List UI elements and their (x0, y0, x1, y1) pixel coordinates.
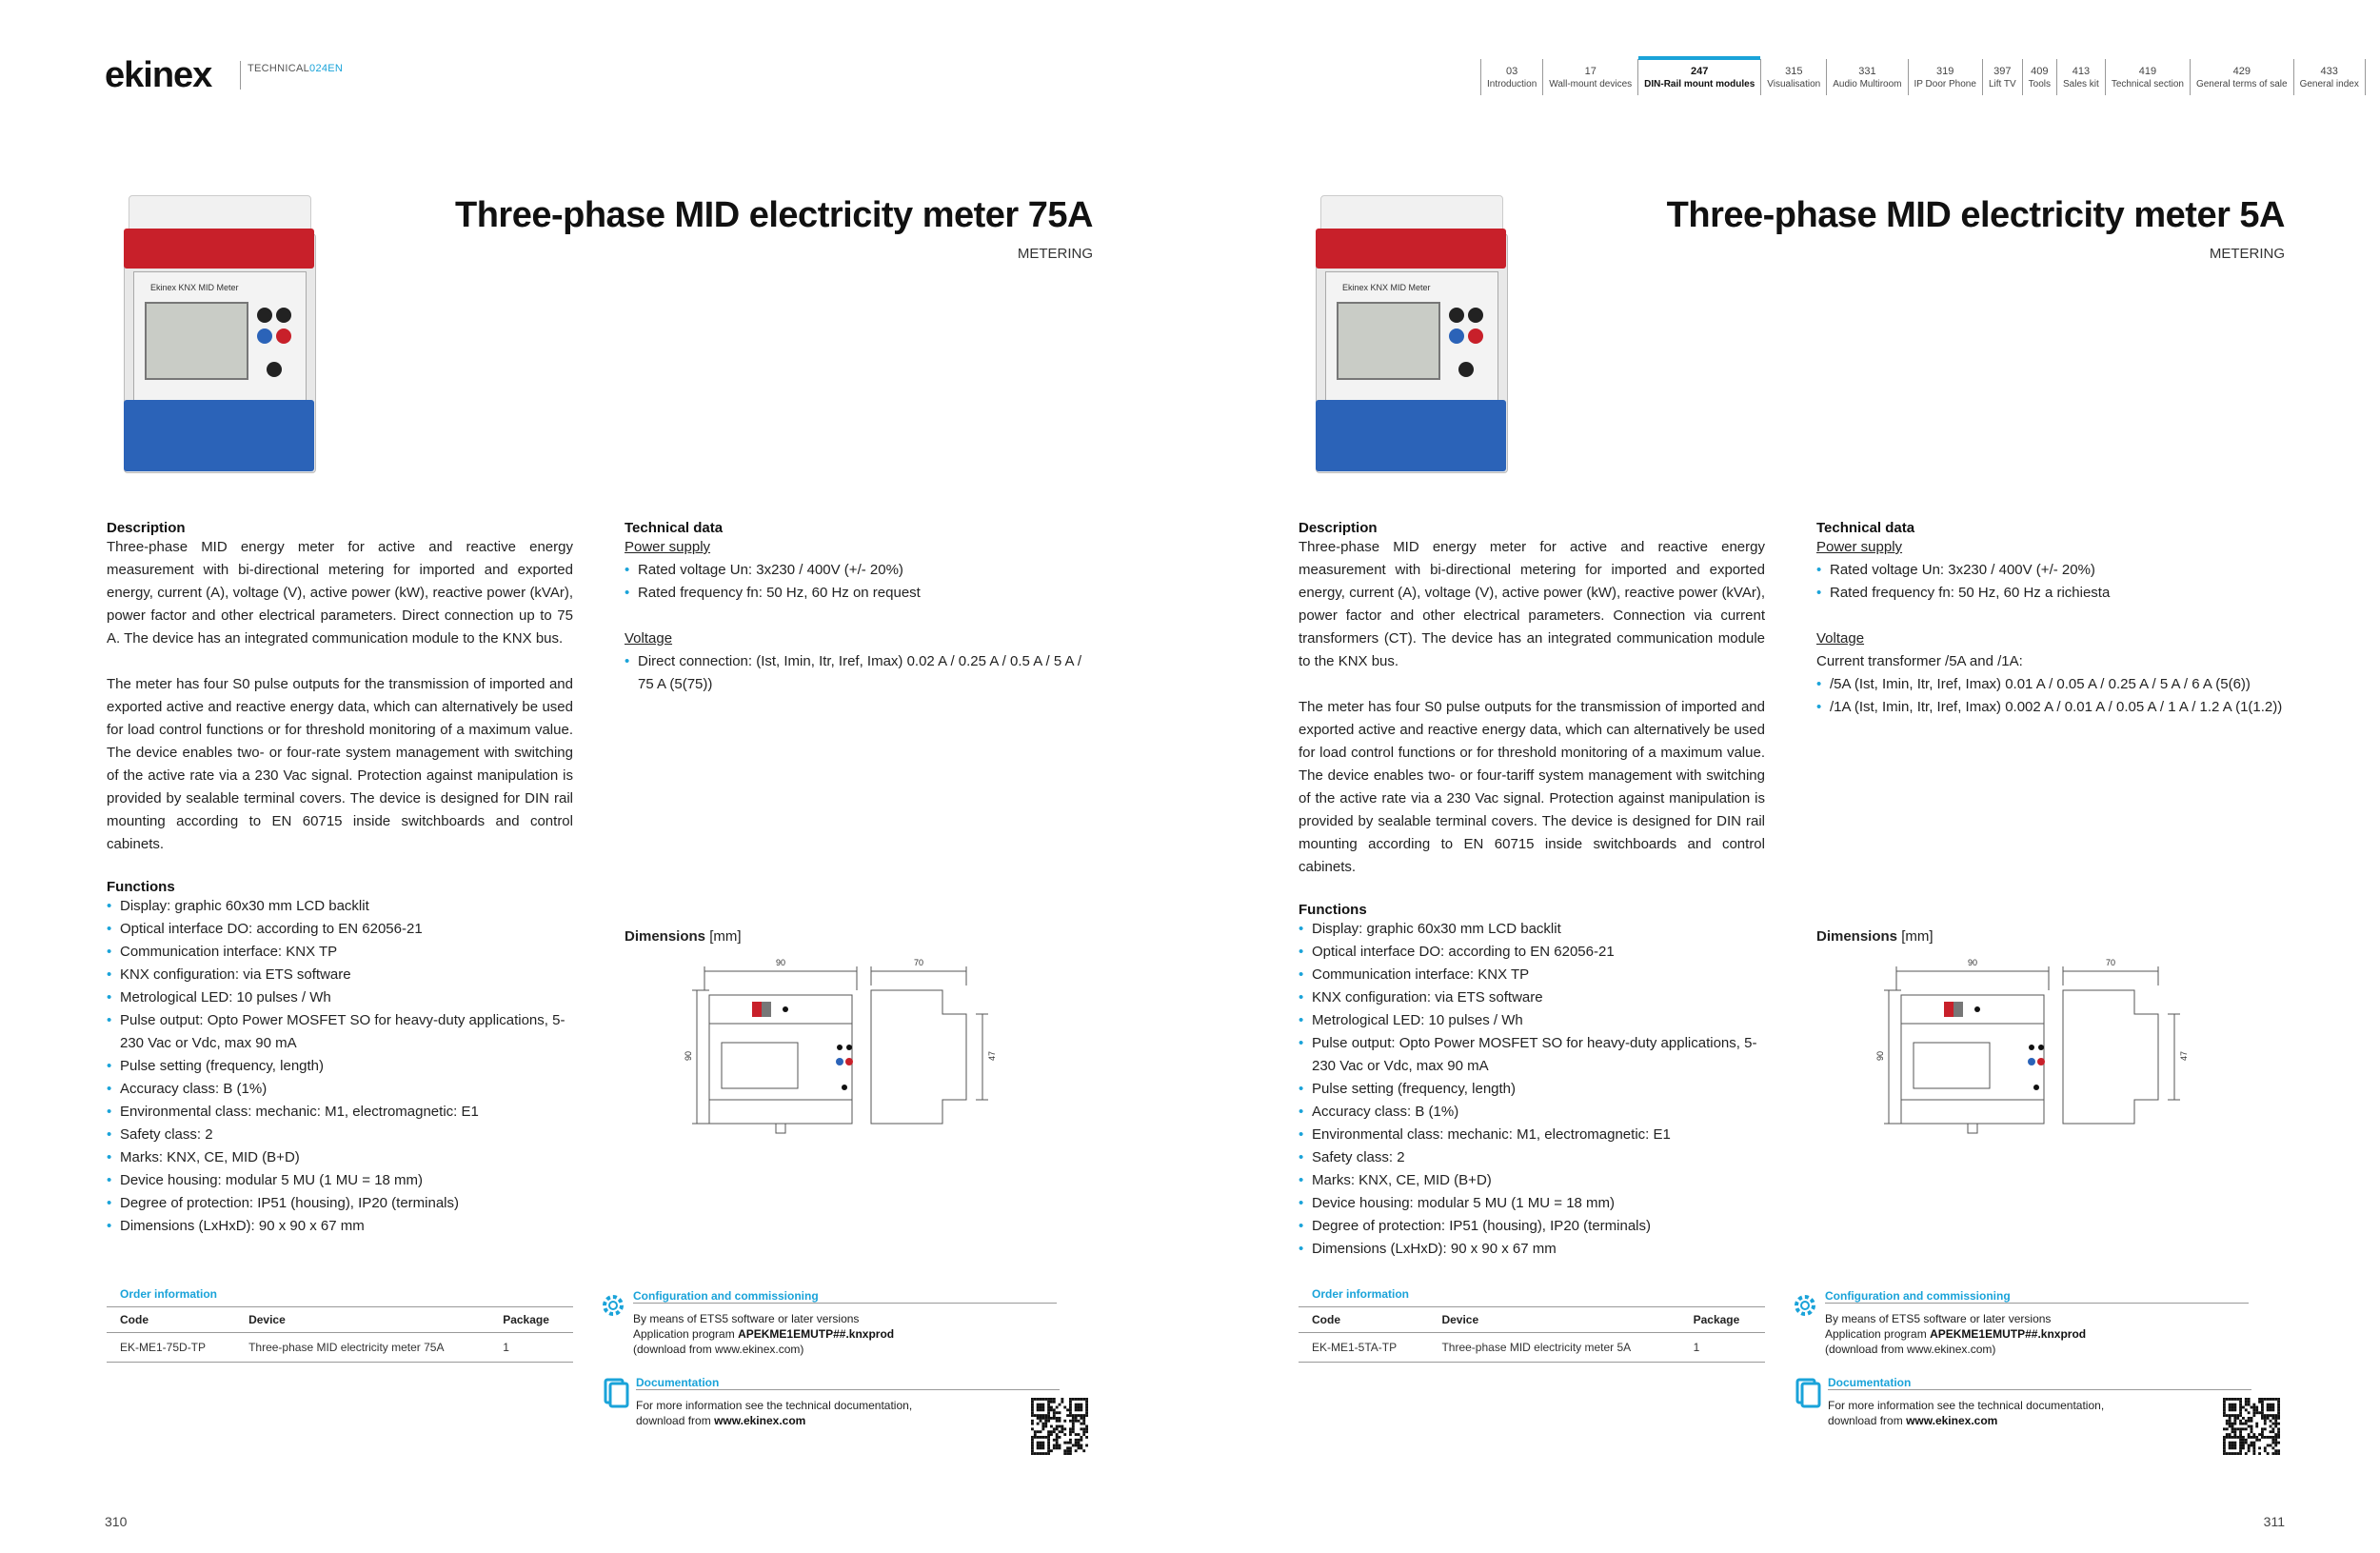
functions-list (107, 895, 573, 1238)
power-supply-label: Power supply (1816, 539, 1903, 555)
order-table (107, 1306, 573, 1363)
col-package: Package (489, 1307, 573, 1333)
list-item: • Direct connection: (Ist, Imin, Itr, Iref, Imax) 0.02 A / 0.25 A / 0.5 A / 5 A / 75 A (5(75)) (625, 650, 1101, 696)
list-item: • /1A (Ist, Imin, Itr, Iref, Imax) 0.002 A / 0.01 A / 0.05 A / 1 A / 1.2 A (1(1.2)) (1816, 696, 2292, 719)
dimensions-heading: Dimensions [mm] (625, 928, 742, 945)
svg-text:47: 47 (2179, 1050, 2189, 1061)
product-title: Three-phase MID electricity meter 5A (1666, 195, 2285, 235)
list-item: • Marks: KNX, CE, MID (B+D) (1299, 1169, 1765, 1192)
nav-tab[interactable]: 319 IP Door Phone (1909, 59, 1983, 95)
list-item: • Display: graphic 60x30 mm LCD backlit (107, 895, 573, 918)
list-item: • Communication interface: KNX TP (1299, 964, 1765, 986)
config-title: Configuration and commissioning (1825, 1289, 2011, 1303)
nav-tab[interactable]: 03 Introduction (1481, 59, 1543, 95)
col-device: Device (1428, 1307, 1679, 1333)
voltage-list (1816, 673, 2292, 719)
list-item: • Safety class: 2 (1299, 1146, 1765, 1169)
list-item: • Marks: KNX, CE, MID (B+D) (107, 1146, 573, 1169)
svg-text:70: 70 (2105, 958, 2116, 967)
documentation-text: For more information see the technical documentation, download from www.ekinex.com (636, 1399, 913, 1427)
voltage-label: Voltage (1816, 630, 1865, 647)
dimensions-heading: Dimensions [mm] (1816, 928, 1934, 945)
list-item: • Rated frequency fn: 50 Hz, 60 Hz on request (625, 582, 1101, 605)
list-item: • Accuracy class: B (1%) (107, 1078, 573, 1101)
product-image: Ekinex KNX MID Meter (1297, 195, 1516, 471)
config-text: By means of ETS5 software or later versions Application program APEKME1EMUTP##.knxprod (download from www.ekinex.com) (1825, 1312, 2087, 1356)
nav-tab[interactable]: 397 Lift TV (1983, 59, 2023, 95)
config-title: Configuration and commissioning (633, 1289, 819, 1303)
page-number: 310 (105, 1514, 128, 1529)
order-info-title: Order information (120, 1287, 218, 1301)
nav-tab[interactable]: 419 Technical section (2106, 59, 2191, 95)
ekinex-logo: ekinex (105, 55, 212, 95)
list-item: • Dimensions (LxHxD): 90 x 90 x 67 mm (1299, 1238, 1765, 1261)
list-item: • Display: graphic 60x30 mm LCD backlit (1299, 918, 1765, 941)
list-item: • KNX configuration: via ETS software (107, 964, 573, 986)
technical-data-heading: Technical data (625, 520, 724, 536)
svg-text:90: 90 (775, 958, 786, 967)
description-paragraph: The meter has four S0 pulse outputs for the transmission of imported and exported active and reactive energy data, which can alternatively be used for load control functions or for threshold monitoring of a maximum value. The device enables two- or four-tariff system management with switching of the active rate via a 230 Vac signal. Protection against manipulation is provided by sealable terminal covers. The device is designed for DIN rail mounting according to EN 60715 inside switchboards and control cabinets. (1299, 699, 1765, 875)
list-item: • Rated frequency fn: 50 Hz, 60 Hz a richiesta (1816, 582, 2292, 605)
list-item: • Pulse output: Opto Power MOSFET SO for heavy-duty applications, 5-230 Vac or Vdc, max 90 mA (1299, 1032, 1765, 1078)
functions-heading: Functions (1299, 902, 1367, 918)
list-item: • Degree of protection: IP51 (housing), IP20 (terminals) (107, 1192, 573, 1215)
document-icon (1792, 1376, 1824, 1408)
documentation-title: Documentation (1828, 1376, 1912, 1389)
documentation-title: Documentation (636, 1376, 720, 1389)
page-number: 311 (2263, 1514, 2285, 1529)
list-item: • Rated voltage Un: 3x230 / 400V (+/- 20%) (625, 559, 1101, 582)
col-device: Device (235, 1307, 489, 1333)
power-supply-list (625, 559, 1101, 605)
svg-text:90: 90 (1875, 1050, 1885, 1061)
svg-text:70: 70 (913, 958, 924, 967)
col-code: Code (107, 1307, 235, 1333)
section-nav (1480, 59, 2366, 95)
dimensions-drawing (1830, 952, 2211, 1143)
logo-divider (240, 61, 241, 90)
list-item: • Degree of protection: IP51 (housing), IP20 (terminals) (1299, 1215, 1765, 1238)
config-text: By means of ETS5 software or later versions Application program APEKME1EMUTP##.knxprod (download from www.ekinex.com) (633, 1312, 895, 1356)
technical-data-heading: Technical data (1816, 520, 1915, 536)
list-item: • Metrological LED: 10 pulses / Wh (107, 986, 573, 1009)
order-info-title: Order information (1312, 1287, 1410, 1301)
product-category: METERING (1017, 246, 1093, 262)
list-item: • Device housing: modular 5 MU (1 MU = 18 mm) (107, 1169, 573, 1192)
product-image: Ekinex KNX MID Meter (105, 195, 324, 471)
table-row: EK-ME1-75D-TP Three-phase MID electricity meter 75A 1 (107, 1333, 573, 1363)
document-icon (600, 1376, 632, 1408)
voltage-list (625, 650, 1101, 696)
dimensions-drawing (638, 952, 1019, 1143)
list-item: • Communication interface: KNX TP (107, 941, 573, 964)
functions-heading: Functions (107, 879, 175, 895)
description-paragraph: Three-phase MID energy meter for active and reactive energy measurement with bi-directional metering for imported and exported energy, current (A), voltage (V), active power (kW), reactive power (kVAr), power factor and other electrical parameters. Direct connection up to 75 A. The device has an integrated communication module to the KNX bus. (107, 539, 573, 647)
gear-icon (597, 1289, 629, 1322)
list-item: • KNX configuration: via ETS software (1299, 986, 1765, 1009)
functions-list (1299, 918, 1765, 1261)
list-item: • Optical interface DO: according to EN 62056-21 (107, 918, 573, 941)
product-category: METERING (2209, 246, 2285, 262)
voltage-intro: Current transformer /5A and /1A: (1816, 653, 2023, 669)
qr-code (2223, 1398, 2280, 1455)
voltage-label: Voltage (625, 630, 673, 647)
list-item: • Optical interface DO: according to EN 62056-21 (1299, 941, 1765, 964)
list-item: • Pulse setting (frequency, length) (1299, 1078, 1765, 1101)
nav-tab[interactable]: 331 Audio Multiroom (1827, 59, 1908, 95)
gear-icon (1789, 1289, 1821, 1322)
description-heading: Description (107, 520, 186, 536)
list-item: • Pulse setting (frequency, length) (107, 1055, 573, 1078)
documentation-text: For more information see the technical documentation, download from www.ekinex.com (1828, 1399, 2105, 1427)
nav-tab[interactable]: 413 Sales kit (2057, 59, 2106, 95)
col-package: Package (1680, 1307, 1765, 1333)
nav-tab[interactable]: 409 Tools (2023, 59, 2057, 95)
list-item: • Dimensions (LxHxD): 90 x 90 x 67 mm (107, 1215, 573, 1238)
nav-tab[interactable]: 429 General terms of sale (2191, 59, 2294, 95)
list-item: • Metrological LED: 10 pulses / Wh (1299, 1009, 1765, 1032)
svg-text:47: 47 (987, 1050, 997, 1061)
order-table (1299, 1306, 1765, 1363)
power-supply-label: Power supply (625, 539, 711, 555)
list-item: • Device housing: modular 5 MU (1 MU = 18 mm) (1299, 1192, 1765, 1215)
qr-code (1031, 1398, 1088, 1455)
list-item: • Accuracy class: B (1%) (1299, 1101, 1765, 1124)
lcd-display (1337, 302, 1440, 380)
list-item: • /5A (Ist, Imin, Itr, Iref, Imax) 0.01 A / 0.05 A / 0.25 A / 5 A / 6 A (5(6)) (1816, 673, 2292, 696)
lcd-display (145, 302, 248, 380)
description-paragraph: Three-phase MID energy meter for active and reactive energy measurement with bi-directional metering for imported and exported energy, current (A), voltage (V), active power (kW), reactive power (kVAr), power factor and other electrical parameters. Connection via current transformers (CT). The device has an integrated communication module to the KNX bus. (1299, 539, 1765, 669)
description-paragraph: The meter has four S0 pulse outputs for the transmission of imported and exported active and reactive energy data, which can alternatively be used for load control functions or for threshold monitoring of a maximum value. The device enables two- or four-rate system management with switching of the active rate via a 230 Vac signal. Protection against manipulation is provided by sealable terminal covers. The device is designed for DIN rail mounting according to EN 60715 inside switchboards and control cabinets. (107, 676, 573, 852)
nav-tab[interactable]: 315 Visualisation (1761, 59, 1827, 95)
list-item: • Rated voltage Un: 3x230 / 400V (+/- 20%) (1816, 559, 2292, 582)
nav-tab[interactable]: 433 General index (2294, 59, 2366, 95)
list-item: • Safety class: 2 (107, 1124, 573, 1146)
catalog-label: TECHNICAL024EN (248, 63, 344, 74)
list-item: • Environmental class: mechanic: M1, electromagnetic: E1 (1299, 1124, 1765, 1146)
nav-tab[interactable]: 247 DIN-Rail mount modules (1638, 59, 1761, 95)
description-heading: Description (1299, 520, 1378, 536)
list-item: • Environmental class: mechanic: M1, electromagnetic: E1 (107, 1101, 573, 1124)
list-item: • Pulse output: Opto Power MOSFET SO for heavy-duty applications, 5-230 Vac or Vdc, max 90 mA (107, 1009, 573, 1055)
table-row: EK-ME1-5TA-TP Three-phase MID electricity meter 5A 1 (1299, 1333, 1765, 1363)
product-title: Three-phase MID electricity meter 75A (455, 195, 1093, 235)
svg-text:90: 90 (684, 1050, 693, 1061)
nav-tab[interactable]: 17 Wall-mount devices (1543, 59, 1638, 95)
power-supply-list (1816, 559, 2292, 605)
svg-text:90: 90 (1967, 958, 1978, 967)
col-code: Code (1299, 1307, 1428, 1333)
